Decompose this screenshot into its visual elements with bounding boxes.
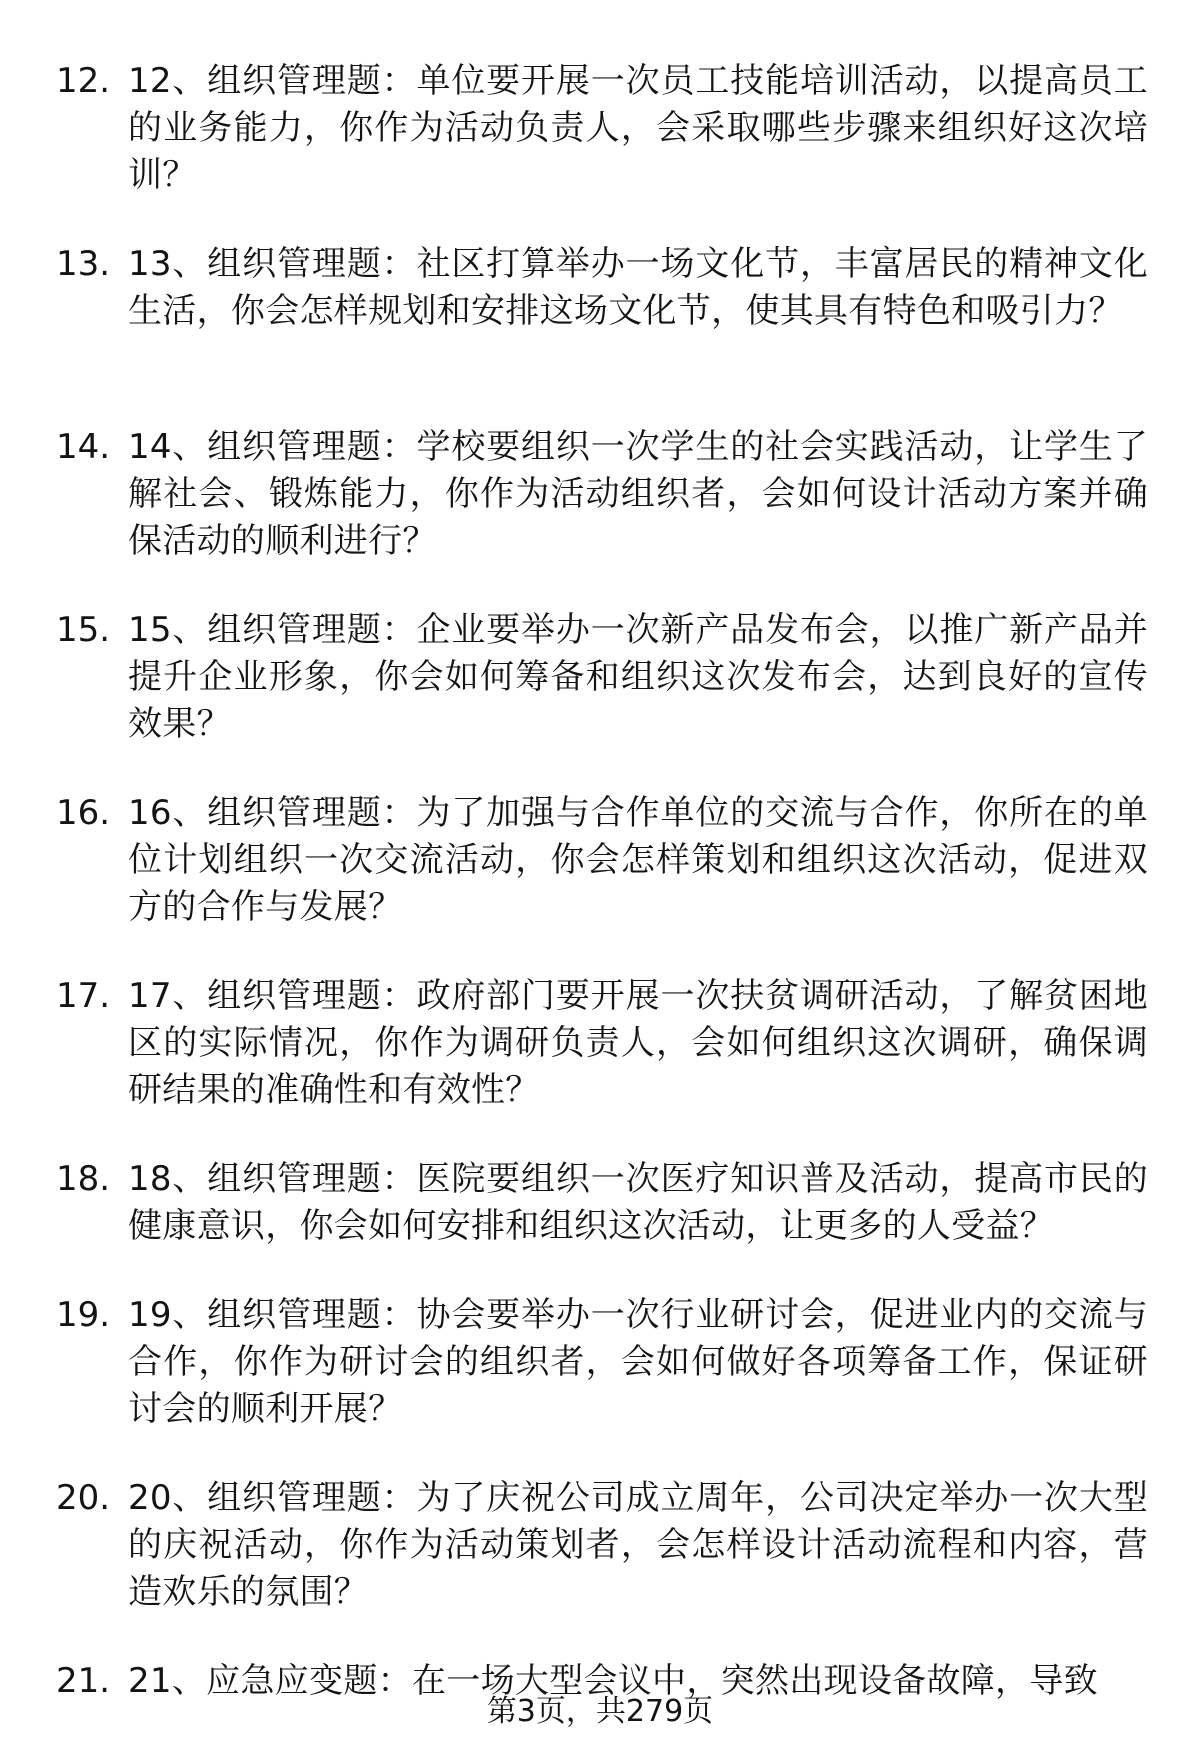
item-text: 20、组织管理题：为了庆祝公司成立周年，公司决定举办一次大型的庆祝活动，你作为活动策划者，会怎样设计活动流程和内容，营造欢乐的氛围？ bbox=[128, 1478, 1148, 1612]
list-item bbox=[0, 1292, 1200, 1475]
item-number: 16. bbox=[56, 793, 111, 833]
list-item bbox=[0, 1475, 1200, 1658]
page-footer: 第3页，共279页 bbox=[486, 1694, 714, 1729]
item-number: 12. bbox=[56, 61, 111, 101]
item-number: 17. bbox=[56, 976, 111, 1016]
item-number: 19. bbox=[56, 1295, 111, 1335]
item-number: 15. bbox=[56, 610, 111, 650]
list-item bbox=[0, 1156, 1200, 1292]
list-item bbox=[0, 58, 1200, 241]
item-text: 18、组织管理题：医院要组织一次医疗知识普及活动，提高市民的健康意识，你会如何安排和组织这次活动，让更多的人受益？ bbox=[128, 1159, 1148, 1246]
question-list bbox=[0, 58, 1200, 1705]
item-text: 15、组织管理题：企业要举办一次新产品发布会，以推广新产品并提升企业形象，你会如何筹备和组织这次发布会，达到良好的宣传效果？ bbox=[128, 610, 1148, 744]
list-item bbox=[0, 424, 1200, 607]
item-number: 18. bbox=[56, 1159, 111, 1199]
item-text: 19、组织管理题：协会要举办一次行业研讨会，促进业内的交流与合作，你作为研讨会的组织者，会如何做好各项筹备工作，保证研讨会的顺利开展？ bbox=[128, 1295, 1148, 1429]
item-number: 14. bbox=[56, 427, 111, 467]
list-item bbox=[0, 973, 1200, 1156]
item-text: 17、组织管理题：政府部门要开展一次扶贫调研活动，了解贫困地区的实际情况，你作为调研负责人，会如何组织这次调研，确保调研结果的准确性和有效性？ bbox=[128, 976, 1148, 1110]
list-item bbox=[0, 790, 1200, 973]
item-text: 14、组织管理题：学校要组织一次学生的社会实践活动，让学生了解社会、锻炼能力，你作为活动组织者，会如何设计活动方案并确保活动的顺利进行？ bbox=[128, 427, 1148, 561]
item-text: 16、组织管理题：为了加强与合作单位的交流与合作，你所在的单位计划组织一次交流活动，你会怎样策划和组织这次活动，促进双方的合作与发展？ bbox=[128, 793, 1148, 927]
list-item bbox=[0, 607, 1200, 790]
item-number: 13. bbox=[56, 244, 111, 284]
item-number: 20. bbox=[56, 1478, 111, 1518]
item-text: 21、应急应变题：在一场大型会议中，突然出现设备故障，导致 bbox=[128, 1661, 1098, 1701]
list-item bbox=[0, 241, 1200, 424]
item-text: 13、组织管理题：社区打算举办一场文化节，丰富居民的精神文化生活，你会怎样规划和安排这场文化节，使其具有特色和吸引力？ bbox=[128, 244, 1148, 331]
item-number: 21. bbox=[56, 1661, 111, 1701]
item-text: 12、组织管理题：单位要开展一次员工技能培训活动，以提高员工的业务能力，你作为活动负责人，会采取哪些步骤来组织好这次培训？ bbox=[128, 61, 1148, 195]
